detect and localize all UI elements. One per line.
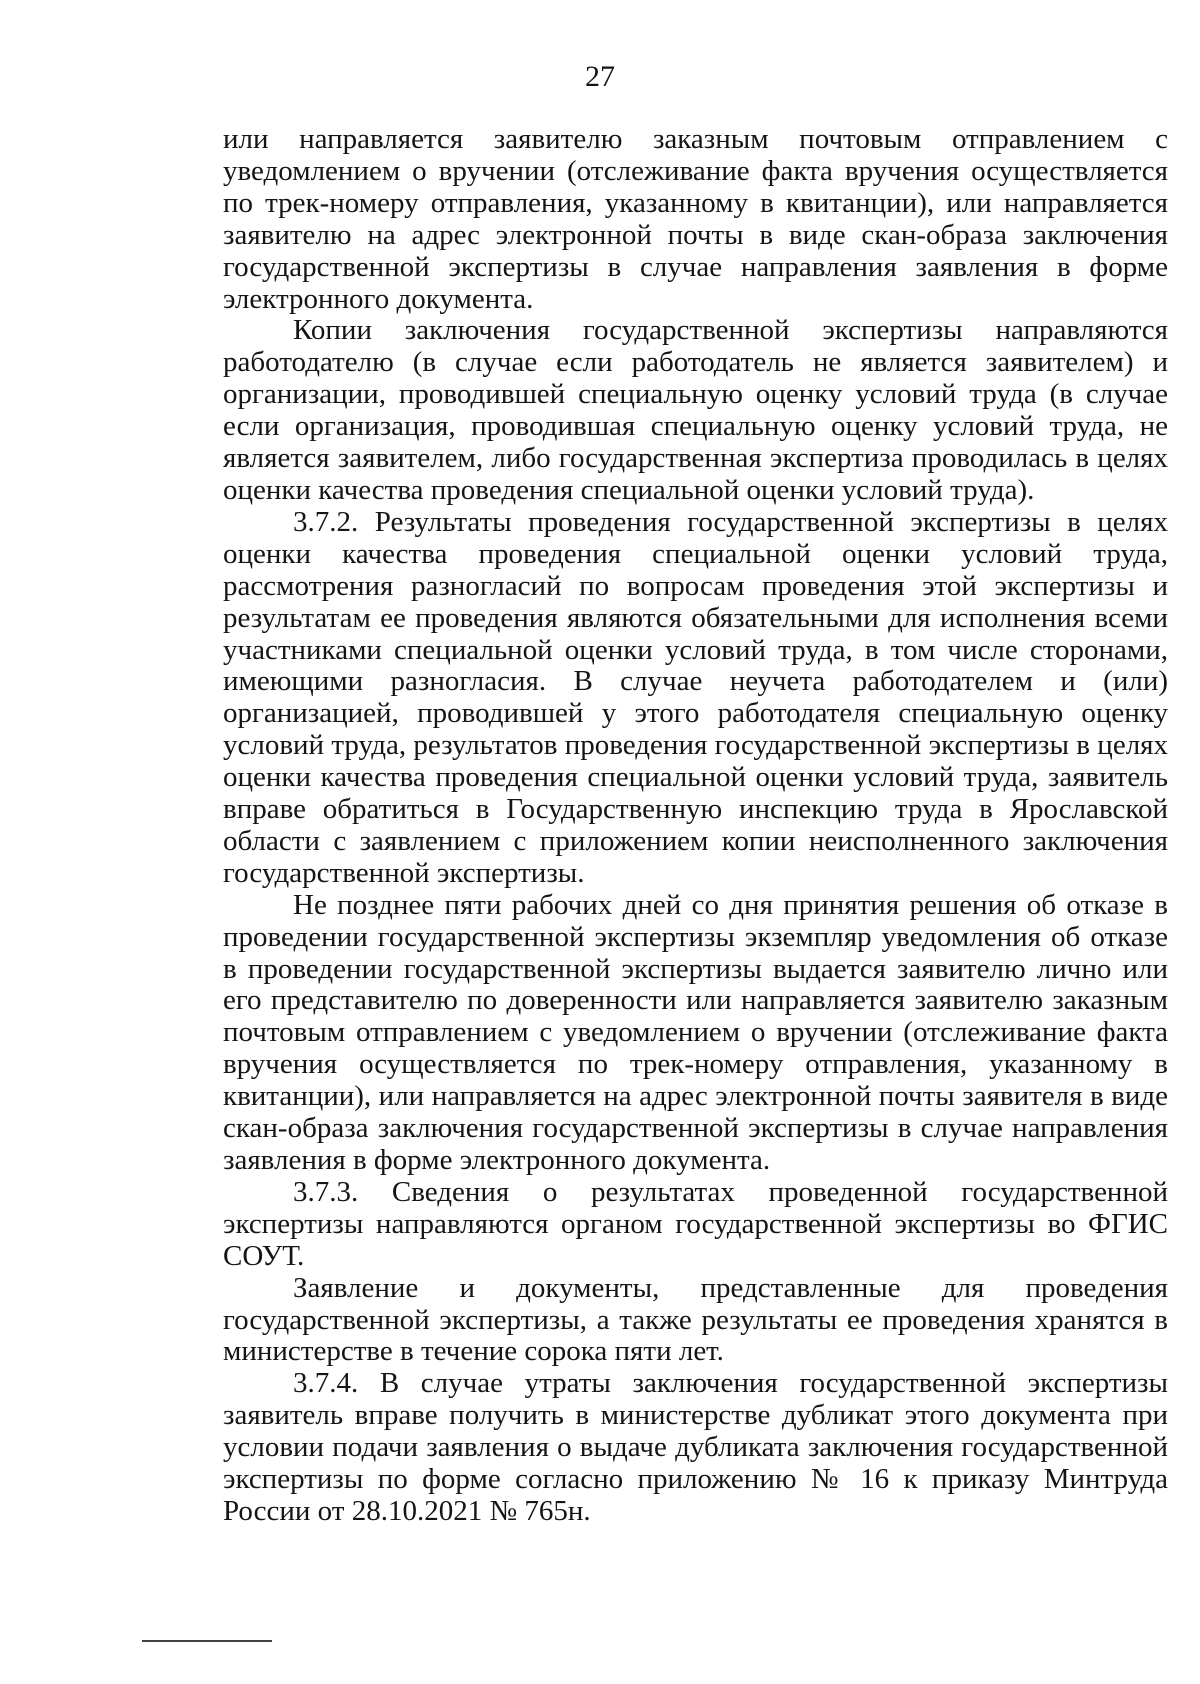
paragraph-section-3-7-3: 3.7.3. Сведения о результатах проведенной государственной экспертизы направляются органом государственной экспертизы во ФГИС СОУТ. — [223, 1175, 1168, 1272]
footnote-separator — [142, 1640, 272, 1642]
document-body — [223, 124, 1168, 1528]
paragraph-section-3-7-4: 3.7.4. В случае утраты заключения государственной экспертизы заявитель вправе получить в министерстве дубликат этого документа при условии подачи заявления о выдаче дубликата заключения государственной экспертизы по форме согласно приложению № 16 к приказу Минтруда России от 28.10.2021 № 765н. — [223, 1367, 1168, 1527]
paragraph-section-3-7-2: 3.7.2. Результаты проведения государственной экспертизы в целях оценки качества проведения специальной оценки условий труда, рассмотрения разногласий по вопросам проведения этой экспертизы и результатам ее проведения являются обязательными для исполнения всеми участниками специальной оценки условий труда, в том числе сторонами, имеющими разногласия. В случае неучета работодателем и (или) организацией, проводившей у этого работодателя специальную оценку условий труда, результатов проведения государственной экспертизы в целях оценки качества проведения специальной оценки условий труда, заявитель вправе обратиться в Государственную инспекцию труда в Ярославской области с заявлением с приложением копии неисполненного заключения государственной экспертизы. — [223, 505, 1168, 889]
page-number: 27 — [585, 60, 615, 93]
paragraph: Не позднее пяти рабочих дней со дня принятия решения об отказе в проведении государственной экспертизы экземпляр уведомления об отказе в проведении государственной экспертизы выдается заявителю лично или его представителю по доверенности или направляется заявителю заказным почтовым отправлением с уведомлением о вручении (отслеживание факта вручения осуществляется по трек-номеру отправления, указанному в квитанции), или направляется на адрес электронной почты заявителя в виде скан-образа заключения государственной экспертизы в случае направления заявления в форме электронного документа. — [223, 888, 1168, 1176]
paragraph: Заявление и документы, представленные для проведения государственной экспертизы, а также результаты ее проведения хранятся в министерстве в течение сорока пяти лет. — [223, 1271, 1168, 1368]
paragraph: Копии заключения государственной экспертизы направляются работодателю (в случае если работодатель не является заявителем) и организации, проводившей специальную оценку условий труда (в случае если организация, проводившая специальную оценку условий труда, не является заявителем, либо государственная экспертиза проводилась в целях оценки качества проведения специальной оценки условий труда). — [223, 314, 1168, 506]
paragraph: или направляется заявителю заказным почтовым отправлением с уведомлением о вручении (отслеживание факта вручения осуществляется по трек-номеру отправления, указанному в квитанции), или направляется заявителю на адрес электронной почты в виде скан-образа заключения государственной экспертизы в случае направления заявления в форме электронного документа. — [223, 123, 1168, 315]
